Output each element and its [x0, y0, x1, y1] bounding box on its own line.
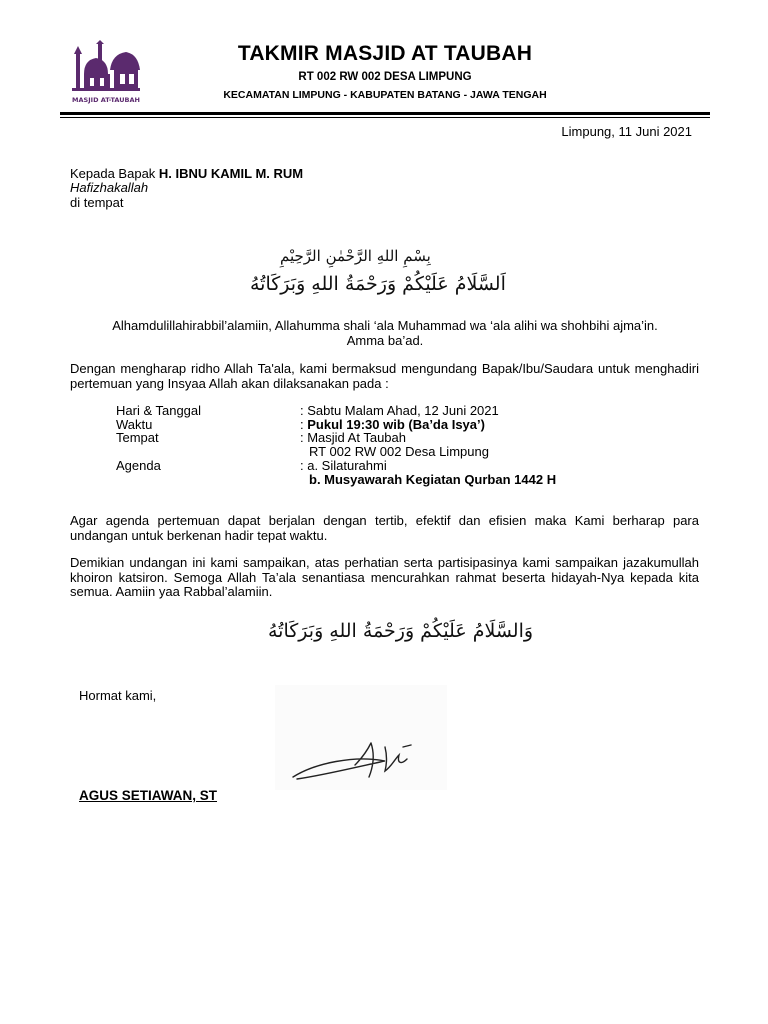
- punctuality-paragraph: Agar agenda pertemuan dapat berjalan dengan tertib, efektif dan efisien maka Kami berharap para undangan untuk berkenan hadir tepat waktu.: [70, 513, 699, 543]
- recipient-prefix: Kepada Bapak: [70, 166, 159, 181]
- letterhead-region: KECAMATAN LIMPUNG - KABUPATEN BATANG - JAWA TENGAH: [223, 89, 547, 101]
- agenda-label: Agenda: [116, 458, 161, 473]
- day-label: Hari & Tanggal: [116, 403, 202, 418]
- letterhead-rule-thick: [60, 112, 710, 115]
- sign-off: Hormat kami,: [79, 688, 157, 703]
- place-label: Tempat: [116, 430, 159, 445]
- recipient-place: di tempat: [70, 195, 124, 210]
- letter-date: Limpung, 11 Juni 2021: [561, 124, 692, 139]
- opening-praise: [70, 319, 700, 348]
- letterhead-title: TAKMIR MASJID AT TAUBAH: [237, 42, 533, 65]
- recipient-name: H. IBNU KAMIL M. RUM: [158, 166, 304, 181]
- time-value: Pukul 19:30 wib (Ba’da Isya’): [307, 417, 485, 432]
- recipient-honorific: Hafizhakallah: [70, 180, 149, 195]
- agenda-item-a: : a. Silaturahmi: [300, 458, 387, 473]
- time-label: Waktu: [116, 417, 153, 432]
- basmalah: بِسْمِ اللهِ الرَّحْمٰنِ الرَّحِيْمِ: [280, 247, 431, 265]
- letterhead-address: RT 002 RW 002 DESA LIMPUNG: [298, 71, 472, 83]
- opening-line-1: Alhamdulillahirabbil’alamiin, Allahumma shali ‘ala Muhammad wa ‘ala alihi wa shohbihi ajma’in.: [112, 318, 658, 333]
- place-value-2: RT 002 RW 002 Desa Limpung: [309, 444, 489, 459]
- salam-greeting: اَلسَّلَامُ عَلَيْكُمْ وَرَحْمَةُ اللهِ وَبَرَكَاتُهُ: [250, 273, 506, 295]
- opening-line-2: Amma ba’ad.: [346, 332, 424, 348]
- day-value: : Sabtu Malam Ahad, 12 Juni 2021: [300, 403, 499, 418]
- signer-name: AGUS SETIAWAN, ST: [79, 788, 218, 803]
- mosque-logo: [70, 40, 142, 106]
- letterhead-rule-thin: [60, 117, 710, 118]
- closing-paragraph: Demikian undangan ini kami sampaikan, atas perhatian serta partisipasinya kami sampaikan jazakumullah khoiron katsiron. Semoga Allah Ta’ala senantiasa mencurahkan rahmat beserta hidayah-Nya kepada kita semua. Aamiin yaa Rabbal’alamiin.: [70, 555, 699, 599]
- logo-text: MASJID AT-TAUBAH: [72, 96, 140, 104]
- invitation-paragraph: Dengan mengharap ridho Allah Ta'ala, kami bermaksud mengundang Bapak/Ibu/Saudara untuk menghadiri pertemuan yang Insyaa Allah akan dilaksanakan pada :: [70, 361, 699, 391]
- agenda-item-b: b. Musyawarah Kegiatan Qurban 1442 H: [309, 472, 557, 487]
- place-value-1: : Masjid At Taubah: [300, 430, 406, 445]
- closing-salam: وَالسَّلَامُ عَلَيْكُمْ وَرَحْمَةُ اللهِ وَبَرَكَاتُهُ: [268, 620, 534, 642]
- handwritten-signature: [275, 685, 447, 790]
- time-colon: :: [300, 417, 308, 432]
